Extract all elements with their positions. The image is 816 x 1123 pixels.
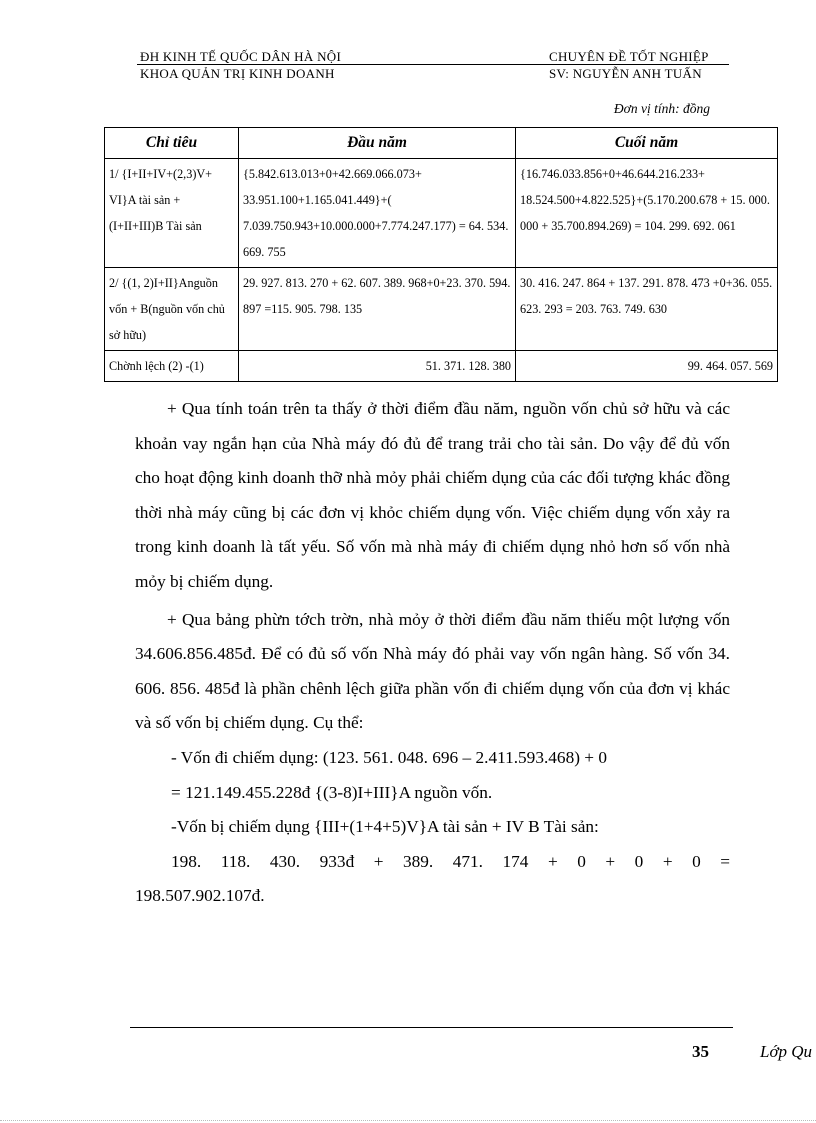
footer-class-label: Lớp Qu [760, 1042, 813, 1061]
body-text [135, 392, 730, 914]
table-row [105, 351, 778, 382]
col-header-indicator: Chỉ tiêu [105, 128, 239, 159]
table-row [105, 268, 778, 351]
cell-end: 99. 464. 057. 569 [516, 351, 778, 382]
paragraph: 198. 118. 430. 933đ + 389. 471. 174 + 0 + 0 + 0 = [171, 851, 730, 871]
header-student: SV: NGUYỄN ANH TUẤN [549, 66, 702, 81]
header-school: ĐH KINH TẾ QUỐC DÂN HÀ NỘI [140, 49, 342, 64]
paragraph: = 121.149.455.228đ {(3-8)I+III}A nguồn vốn. [171, 782, 493, 802]
cell-end: 30. 416. 247. 864 + 137. 291. 878. 473 +0+36. 055. 623. 293 = 203. 763. 749. 630 [516, 268, 778, 351]
cell-start: {5.842.613.013+0+42.669.066.073+ 33.951.100+1.165.041.449}+( 7.039.750.943+10.000.000+7.774.247.177) = 64. 534. 669. 755 [239, 159, 516, 268]
cell-start: 29. 927. 813. 270 + 62. 607. 389. 968+0+23. 370. 594. 897 =115. 905. 798. 135 [239, 268, 516, 351]
col-header-end-year: Cuối năm [516, 128, 778, 159]
header-faculty: KHOA QUẢN TRỊ KINH DOANH [140, 66, 335, 81]
header-report-type: CHUYÊN ĐỀ TỐT NGHIỆP [549, 49, 709, 64]
row-label: 1/ {I+II+IV+(2,3)V+ VI}A tài sản + (I+II+III)B Tài sản [105, 159, 239, 268]
header-rule [137, 64, 729, 65]
table-header-row [105, 128, 778, 159]
page-number: 35 [692, 1042, 709, 1061]
row-label: Chờnh lệch (2) -(1) [105, 351, 239, 382]
cell-start: 51. 371. 128. 380 [239, 351, 516, 382]
unit-note: Đơn vị tính: đồng [613, 101, 710, 116]
col-header-start-year: Đầu năm [239, 128, 516, 159]
page-edge [0, 1120, 816, 1121]
paragraph: - Vốn đi chiếm dụng: (123. 561. 048. 696 – 2.411.593.468) + 0 [171, 747, 607, 767]
paragraph: + Qua bảng phừn tớch trờn, nhà mỏy ở thời điểm đầu năm thiếu một lượng vốn 34.606.856.485đ. Để có đủ số vốn Nhà máy đó phải vay vốn ngân hàng. Số vốn 34. 606. 856. 485đ là phần chênh lệch giữa phần vốn đi chiếm dụng vốn của đơn vị khác và số vốn bị chiếm dụng. Cụ thể: [135, 609, 730, 733]
table-row [105, 159, 778, 268]
footer-rule [130, 1027, 733, 1028]
cell-end: {16.746.033.856+0+46.644.216.233+ 18.524.500+4.822.525}+(5.170.200.678 + 15. 000. 000 + 35.700.894.269) = 104. 299. 692. 061 [516, 159, 778, 268]
paragraph: + Qua tính toán trên ta thấy ở thời điểm đầu năm, nguồn vốn chủ sở hữu và các khoản vay ngắn hạn của Nhà máy đó đủ để trang trải cho tài sản. Do vậy để đủ vốn cho hoạt động kinh doanh thỡ nhà mỏy phải chiếm dụng của các đối tượng khác đồng thời nhà máy cũng bị các đơn vị khỏc chiếm dụng vốn. Việc chiếm dụng vốn xảy ra trong kinh doanh là tất yếu. Số vốn mà nhà máy đi chiếm dụng nhỏ hơn số vốn nhà mỏy bị chiếm dụng. [135, 399, 730, 591]
capital-table [104, 127, 778, 382]
row-label: 2/ {(1, 2)I+II}Anguồn vốn + B(nguồn vốn chủ sở hữu) [105, 268, 239, 351]
paragraph: 198.507.902.107đ. [135, 886, 265, 906]
paragraph: -Vốn bị chiếm dụng {III+(1+4+5)V}A tài sản + IV B Tài sản: [171, 817, 599, 837]
